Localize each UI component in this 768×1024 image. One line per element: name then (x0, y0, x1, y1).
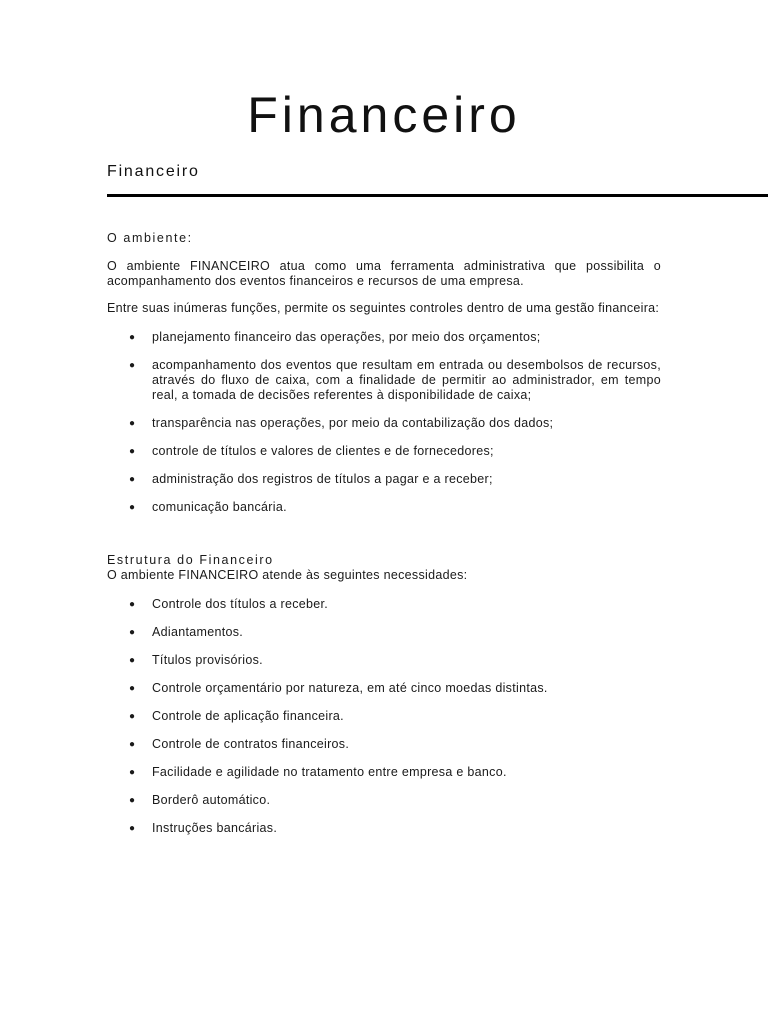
list-item (107, 737, 661, 752)
list-item-text: Instruções bancárias. (152, 821, 278, 835)
bullet-icon: ● (129, 418, 136, 429)
list-item-text: Borderô automático. (152, 793, 271, 807)
environment-paragraph: O ambiente FINANCEIRO atua como uma ferramenta administrativa que possibilita o acompanhamento dos eventos financeiros e recursos de uma empresa. (107, 259, 661, 288)
list-item (107, 625, 661, 640)
bullet-icon: ● (129, 795, 136, 806)
bullet-icon: ● (129, 655, 136, 666)
structure-section (107, 553, 661, 836)
list-item-text: comunicação bancária. (152, 500, 287, 514)
document-title: Financeiro (247, 87, 521, 143)
list-item (107, 709, 661, 724)
structure-heading: Estrutura do Financeiro (107, 553, 274, 567)
list-item-text: Controle orçamentário por natureza, em até cinco moedas distintas. (152, 681, 548, 695)
bullet-icon: ● (129, 739, 136, 750)
list-item-text: planejamento financeiro das operações, por meio dos orçamentos; (152, 330, 541, 344)
bullet-icon: ● (129, 332, 136, 343)
list-item (107, 653, 661, 668)
list-item-text: transparência nas operações, por meio da contabilização dos dados; (152, 416, 554, 430)
environment-heading: O ambiente: (107, 231, 193, 245)
list-item (107, 416, 661, 431)
list-item-text: acompanhamento dos eventos que resultam em entrada ou desembolsos de recursos, através do fluxo de caixa, com a finalidade de permitir ao administrador, em tempo real, a tomada de decisões referentes à disponibilidade de caixa; (152, 358, 661, 402)
bullet-icon: ● (129, 360, 136, 371)
list-item (107, 444, 661, 459)
section-heading: Financeiro (107, 163, 200, 180)
list-item-text: Controle de aplicação financeira. (152, 709, 344, 723)
list-item-text: administração dos registros de títulos a pagar e a receber; (152, 472, 493, 486)
bullet-icon: ● (129, 627, 136, 638)
heading-rule (107, 194, 768, 197)
functions-list (107, 330, 661, 515)
list-item (107, 500, 661, 515)
list-item (107, 821, 661, 836)
list-item (107, 765, 661, 780)
list-item-text: Adiantamentos. (152, 625, 244, 639)
list-item (107, 681, 661, 696)
list-item-text: Facilidade e agilidade no tratamento entre empresa e banco. (152, 765, 507, 779)
list-item-text: Títulos provisórios. (152, 653, 263, 667)
list-item (107, 793, 661, 808)
bullet-icon: ● (129, 474, 136, 485)
document-body (107, 231, 661, 836)
list-item-text: Controle dos títulos a receber. (152, 597, 329, 611)
bullet-icon: ● (129, 823, 136, 834)
bullet-icon: ● (129, 502, 136, 513)
list-item (107, 597, 661, 612)
structure-list (107, 597, 661, 836)
list-item (107, 358, 661, 403)
bullet-icon: ● (129, 599, 136, 610)
structure-paragraph: O ambiente FINANCEIRO atende às seguintes necessidades: (107, 568, 468, 582)
bullet-icon: ● (129, 711, 136, 722)
list-item (107, 330, 661, 345)
bullet-icon: ● (129, 683, 136, 694)
list-item-text: controle de títulos e valores de clientes e de fornecedores; (152, 444, 494, 458)
list-item-text: Controle de contratos financeiros. (152, 737, 350, 751)
bullet-icon: ● (129, 446, 136, 457)
functions-paragraph: Entre suas inúmeras funções, permite os seguintes controles dentro de uma gestão financeira: (107, 301, 660, 315)
list-item (107, 472, 661, 487)
bullet-icon: ● (129, 767, 136, 778)
